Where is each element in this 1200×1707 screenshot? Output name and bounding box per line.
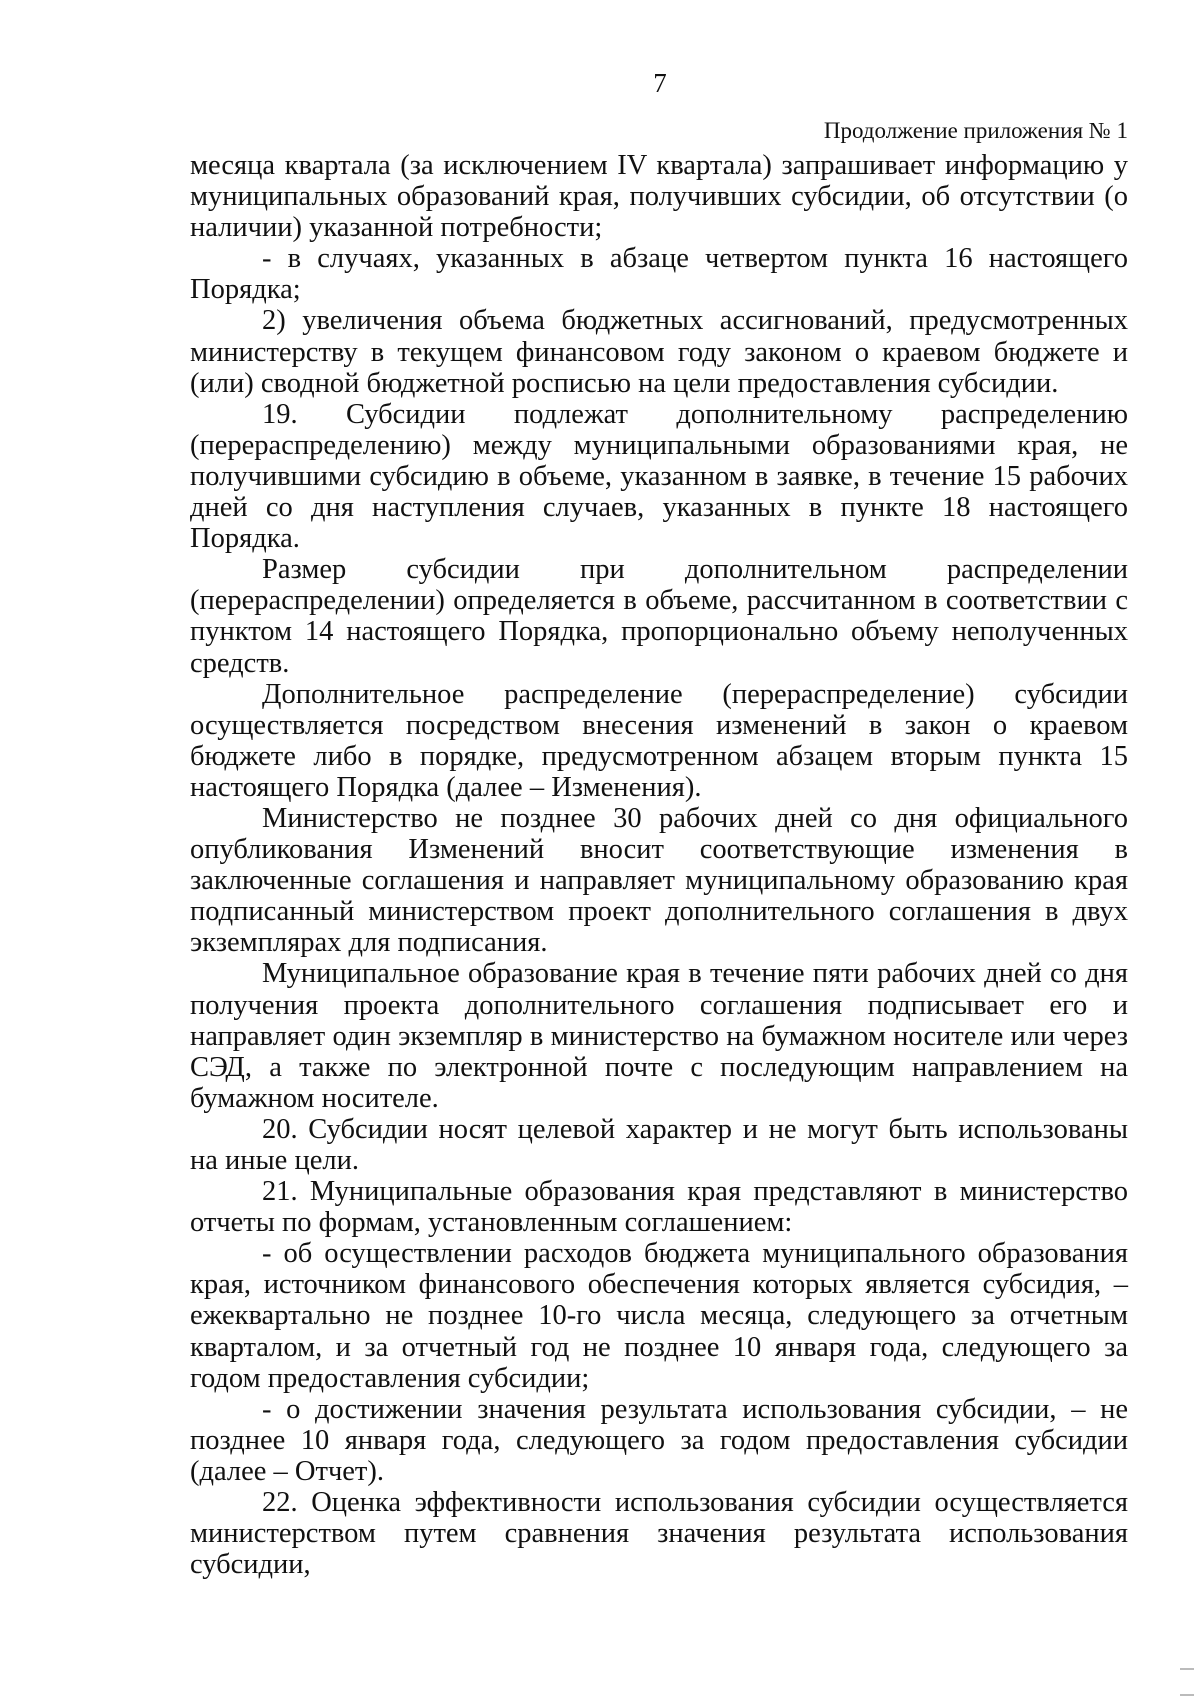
paragraph: Размер субсидии при дополнительном распределении (перераспределении) определяется в объеме, рассчитанном в соответствии с пунктом 14 настоящего Порядка, пропорционально объему неполученных средств. <box>190 554 1128 679</box>
paragraph: Дополнительное распределение (перераспределение) субсидии осуществляется посредством внесения изменений в закон о краевом бюджете либо в порядке, предусмотренном абзацем вторым пункта 15 настоящего Порядка (далее – Изменения). <box>190 678 1128 803</box>
paragraph: - об осуществлении расходов бюджета муниципального образования края, источником финансового обеспечения которых является субсидия, – ежеквартально не позднее 10-го числа месяца, следующего за отчетным кварталом, и за отчетный год не позднее 10 января года, следующего за годом предоставления субсидии; <box>190 1238 1128 1394</box>
paragraph: - в случаях, указанных в абзаце четвертом пункта 16 настоящего Порядка; <box>190 243 1128 306</box>
paragraph: 20. Субсидии носят целевой характер и не могут быть использованы на иные цели. <box>190 1113 1128 1176</box>
paragraph: 19. Субсидии подлежат дополнительному распределению (перераспределению) между муниципальными образованиями края, не получившими субсидию в объеме, указанном в заявке, в течение 15 рабочих дней со дня наступления случаев, указанных в пункте 18 настоящего Порядка. <box>190 398 1128 555</box>
scan-edge-mark <box>1180 1668 1194 1670</box>
paragraph: - о достижении значения результата использования субсидии, – не позднее 10 января года, следующего за годом предоставления субсидии (далее – Отчет). <box>190 1393 1128 1487</box>
paragraph: 21. Муниципальные образования края представляют в министерство отчеты по формам, установленным соглашением: <box>190 1176 1128 1239</box>
paragraph: 22. Оценка эффективности использования субсидии осуществляется министерством путем сравнения значения результата использования субсидии, <box>190 1487 1128 1581</box>
paragraph: 2) увеличения объема бюджетных ассигнований, предусмотренных министерству в текущем финансовом году законом о краевом бюджете и (или) сводной бюджетной росписью на цели предоставления субсидии. <box>190 305 1128 399</box>
paragraph: Муниципальное образование края в течение пяти рабочих дней со дня получения проекта дополнительного соглашения подписывает его и направляет один экземпляр в министерство на бумажном носителе или через СЭД, а также по электронной почте с последующим направлением на бумажном носителе. <box>190 958 1128 1114</box>
paragraph: месяца квартала (за исключением IV квартала) запрашивает информацию у муниципальных образований края, получивших субсидии, об отсутствии (о наличии) указанной потребности; <box>190 150 1128 244</box>
page-number: 7 <box>653 68 667 98</box>
paragraph: Министерство не позднее 30 рабочих дней со дня официального опубликования Изменений вносит соответствующие изменения в заключенные соглашения и направляет муниципальному образованию края подписанный министерством проект дополнительного соглашения в двух экземплярах для подписания. <box>190 802 1128 959</box>
scan-edge-mark <box>1180 1694 1194 1696</box>
continuation-label: Продолжение приложения № 1 <box>823 118 1128 143</box>
document-body <box>190 150 1128 1580</box>
